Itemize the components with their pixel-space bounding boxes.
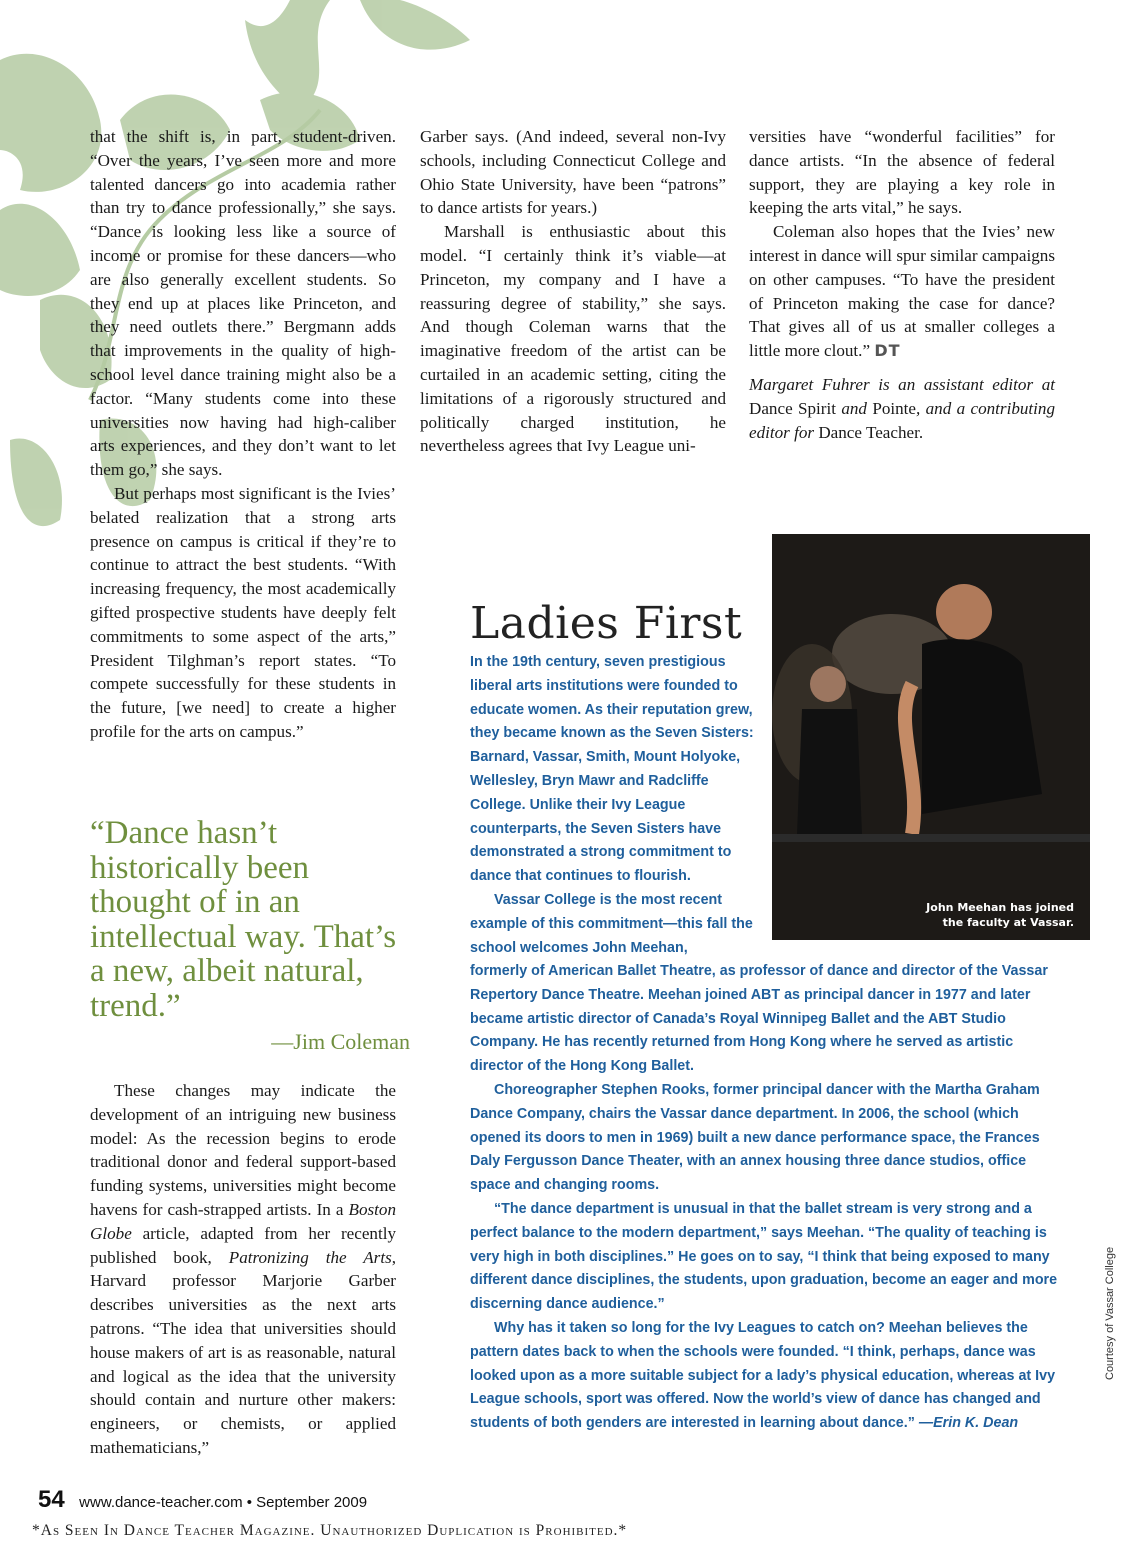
text-run: .	[918, 422, 924, 442]
sidebar-paragraph: formerly of American Ballet Theatre, as professor of dance and director of the Vassar Repertory Dance Theatre. Meehan joined ABT as principal dancer in 1977 and later became artistic director of Canada’s Royal Winnipeg Ballet and the ABT Studio Company. He has recently returned from Hong Kong where he served as artistic director of the Hong Kong Ballet.	[470, 963, 1048, 1075]
text-run: , and a contributing editor for	[749, 398, 1056, 442]
end-mark: DT	[874, 341, 901, 361]
photo-illustration	[772, 534, 1090, 940]
article-column-3	[749, 125, 1055, 444]
sidebar-paragraph: “The dance department is unusual in that the ballet stream is very strong and a perfect balance to the modern department,” says Meehan. “The quality of teaching is very high in both disciplines.” He goes on to say, “I think that being exposed to many different dance disciplines, the students, upon graduation, become an eager and more discerning dance audience.”	[470, 1200, 1058, 1313]
text-run: and	[836, 398, 873, 418]
article-paragraph: But perhaps most significant is the Ivies’ belated realization that a strong arts presence on campus is critical if they’re to continue to attract the best students. “With increasing frequency, the most academically gifted prospective students have deeply felt commitments to some aspect of the arts,” President Tilghman’s report states. “To compete successfully for these students in the future, [we need] to create a higher profile for the arts on campus.”	[90, 483, 396, 741]
text-run: Pointe	[872, 398, 917, 418]
text-run: article, adapted from her recently published book,	[90, 1223, 396, 1267]
sidebar-paragraph: Vassar College is the most recent example of this commitment—this fall the school welcomes John Meehan,	[470, 891, 753, 956]
pull-quote-text: “Dance hasn’t historically been thought of in an intellectual way. That’s a new, albeit natural, trend.”	[90, 815, 397, 1024]
page-number: 54	[38, 1486, 65, 1513]
italic-text: Boston Globe	[90, 1199, 396, 1243]
text-run: Coleman also hopes that the Ivies’ new interest in dance will spur similar campaigns on other campuses. “To have the president of Princeton making the case for dance? That gives all of us at smaller colleges a little more clout.”	[749, 222, 1055, 361]
article-paragraph: Garber says. (And indeed, several non-Ivy schools, including Connecticut College and Ohio State University, have been “patrons” to dance artists for years.)	[420, 127, 726, 218]
article-column-2	[420, 125, 726, 458]
photo-credit: Courtesy of Vassar College	[1104, 1246, 1116, 1380]
article-paragraph: versities have “wonderful facilities” for dance artists. “In the absence of federal support, they are playing a key role in keeping the arts vital,” he says.	[749, 127, 1055, 218]
text-run: Dance Spirit	[749, 398, 836, 418]
text-run: Dance Teacher	[818, 422, 919, 442]
article-paragraph	[749, 220, 1055, 363]
sidebar-paragraph	[470, 1317, 1070, 1436]
caption-line: John Meehan has joined	[926, 901, 1074, 914]
article-paragraph: that the shift is, in part, student-driven. “Over the years, I’ve seen more and more talented dancers go into academia rather than try to dance professionally,” she says. “Dance is looking less like a source of income or promise for these dancers—who are also generally excellent students. So they end up at places like Princeton, and they need outlets there.” Bergmann adds that improvements in the quality of high-school level dance training might also be a factor. “Many students come into these universities now having had high-caliber arts experiences, and they don’t want to let them go,” she says.	[90, 127, 396, 480]
article-column-1	[90, 125, 396, 744]
sidebar-photo	[772, 534, 1090, 940]
sidebar-body-wide	[470, 960, 1070, 1436]
article-paragraph	[90, 1079, 396, 1460]
page-folio	[38, 1486, 367, 1514]
caption-line: the faculty at Vassar.	[942, 916, 1074, 929]
text-run: Margaret Fuhrer is an assistant editor at	[749, 374, 1055, 394]
sidebar-body-narrow	[470, 651, 765, 960]
article-paragraph: Marshall is enthusiastic about this model. “I certainly think it’s viable—at Princeton, my company and I have a reassuring degree of stability,” she says. And though Coleman warns that the imaginative freedom of the artist can be curtailed in an academic setting, citing the limitations of a rigorously structured and politically charged institution, he nevertheless agrees that Ivy League uni-	[420, 222, 726, 456]
sidebar-signature: —Erin K. Dean	[918, 1415, 1019, 1432]
sidebar-paragraph: Choreographer Stephen Rooks, former principal dancer with the Martha Graham Dance Company, chairs the Vassar dance department. In 2006, the school (which opened its doors to men in 1969) built a new dance performance space, the Frances Daly Fergusson Dance Theater, with an annex housing three dance studios, office space and changing rooms.	[470, 1081, 1040, 1194]
copyright-notice: *As Seen In Dance Teacher Magazine. Unauthorized Duplication is Prohibited.*	[32, 1522, 628, 1539]
pull-quote-attribution: —Jim Coleman	[271, 1029, 410, 1054]
site-and-date: www.dance-teacher.com • September 2009	[79, 1494, 368, 1511]
article-column-1-lower	[90, 1079, 396, 1460]
text-run: These changes may indicate the development of an intriguing new business model: As the recession begins to erode traditional donor and federal support-based funding systems, universities might become havens for cash-strapped artists. In a	[90, 1081, 396, 1219]
italic-text: Patronizing the Arts	[228, 1247, 392, 1267]
photo-caption	[926, 900, 1074, 930]
text-run: , Harvard professor Marjorie Garber describes universities as the next arts patrons. “The idea that universities should house makers of art is as reasonable, natural and logical as the idea that the university should contain and nurture other makers: engineers, or chemists, or applied mathematicians,”	[90, 1247, 396, 1457]
text-run: Why has it taken so long for the Ivy Leagues to catch on? Meehan believes the pattern dates back to when the schools were founded. “I think, perhaps, dance was looked upon as a more suitable subject for a lady’s physical education, whereas at Ivy League schools, sport was offered. Now the world’s view of dance has changed and students of both genders are interested in learning about dance.”	[470, 1319, 1056, 1432]
sidebar-title: Ladies First	[470, 598, 743, 649]
sidebar-paragraph: In the 19th century, seven prestigious liberal arts institutions were founded to educate women. As their reputation grew, they became known as the Seven Sisters: Barnard, Vassar, Smith, Mount Holyoke, Wellesley, Bryn Mawr and Radcliffe College. Unlike their Ivy League counterparts, the Seven Sisters have demonstrated a strong commitment to dance that continues to flourish.	[470, 654, 754, 885]
pull-quote	[90, 816, 410, 1057]
author-bio	[749, 373, 1055, 444]
